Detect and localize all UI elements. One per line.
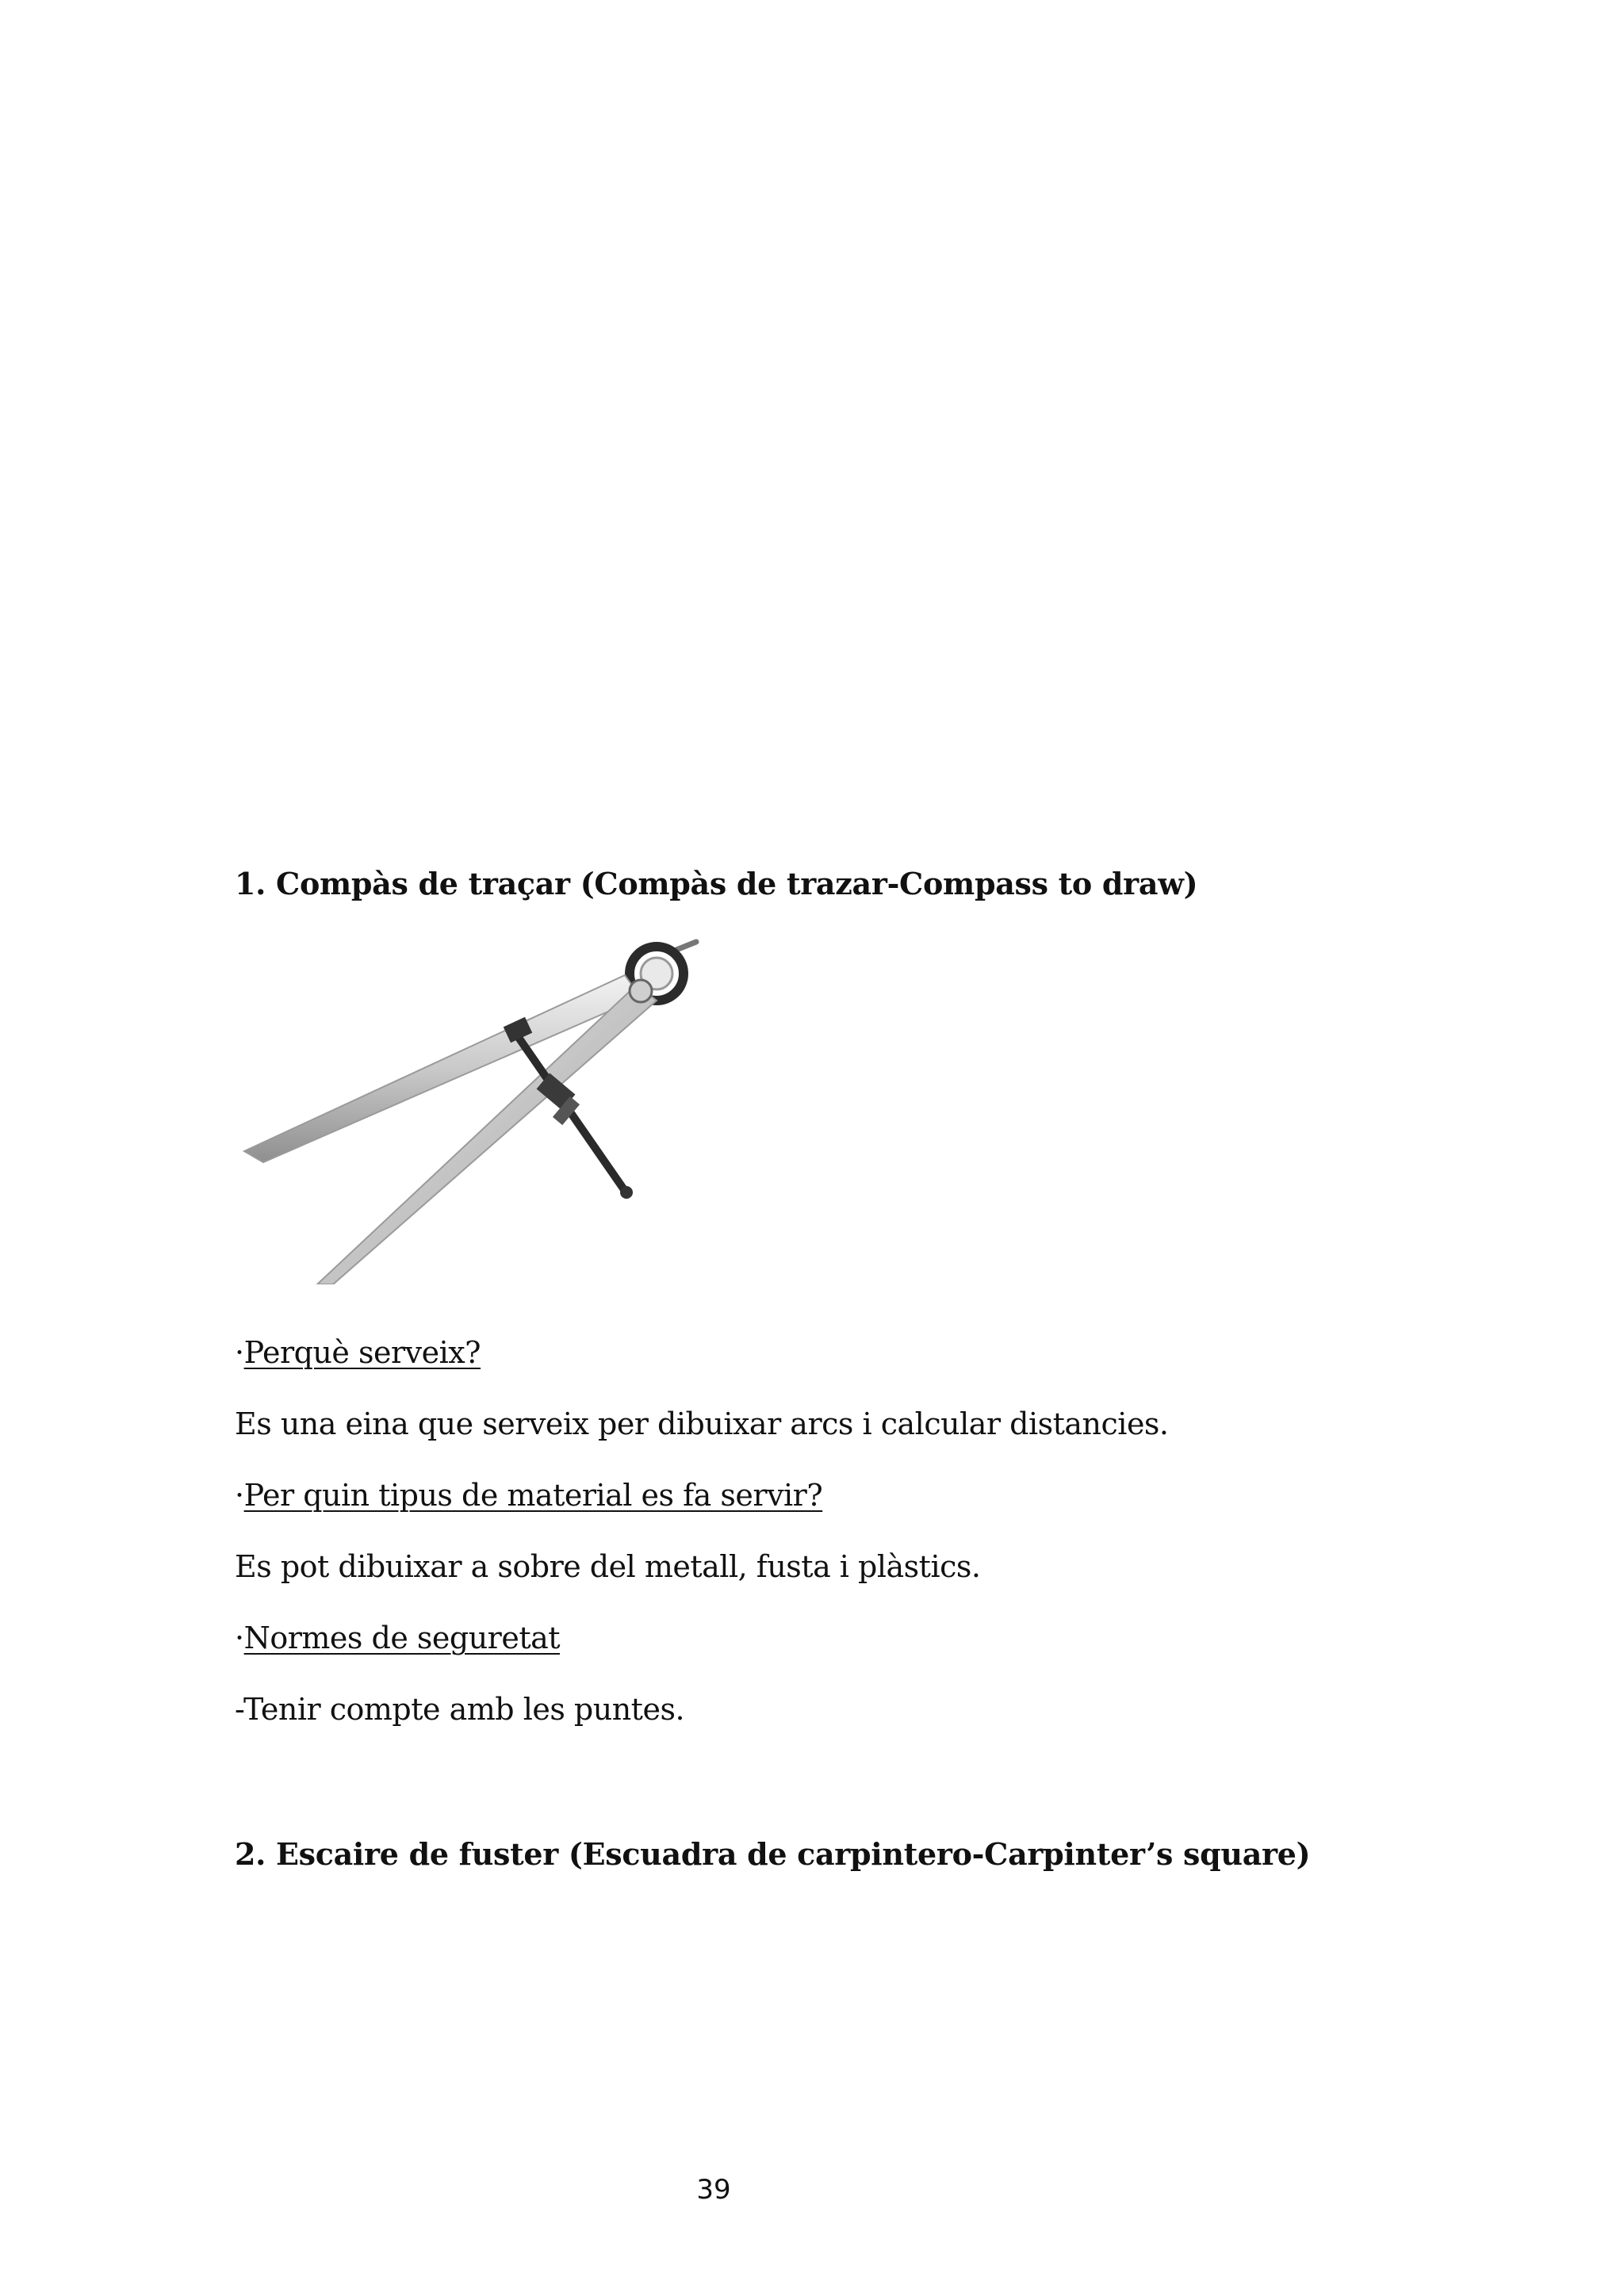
question-material [235,1478,822,1513]
question-purpose-label: Perquè serveix? [243,1335,481,1370]
answer-material: Es pot dibuixar a sobre del metall, fusta i plàstics. [235,1549,981,1584]
bullet: · [235,1621,244,1655]
question-safety [235,1621,560,1655]
answer-safety: -Tenir compte amb les puntes. [235,1692,685,1727]
section-1-heading: 1. Compàs de traçar (Compàs de trazar-Compass to draw) [235,866,1198,901]
page-number: 39 [696,2174,731,2206]
compass-image [228,936,704,1284]
question-purpose [235,1335,481,1370]
bullet: · [235,1478,244,1513]
section-2-heading: 2. Escaire de fuster (Escuadra de carpintero-Carpinter’s square) [235,1836,1311,1872]
compass-icon [228,936,704,1284]
bullet: · [235,1335,244,1370]
question-material-label: Per quin tipus de material es fa servir? [243,1478,823,1513]
question-safety-label: Normes de seguretat [243,1621,561,1655]
answer-purpose: Es una eina que serveix per dibuixar arcs i calcular distancies. [235,1406,1169,1441]
